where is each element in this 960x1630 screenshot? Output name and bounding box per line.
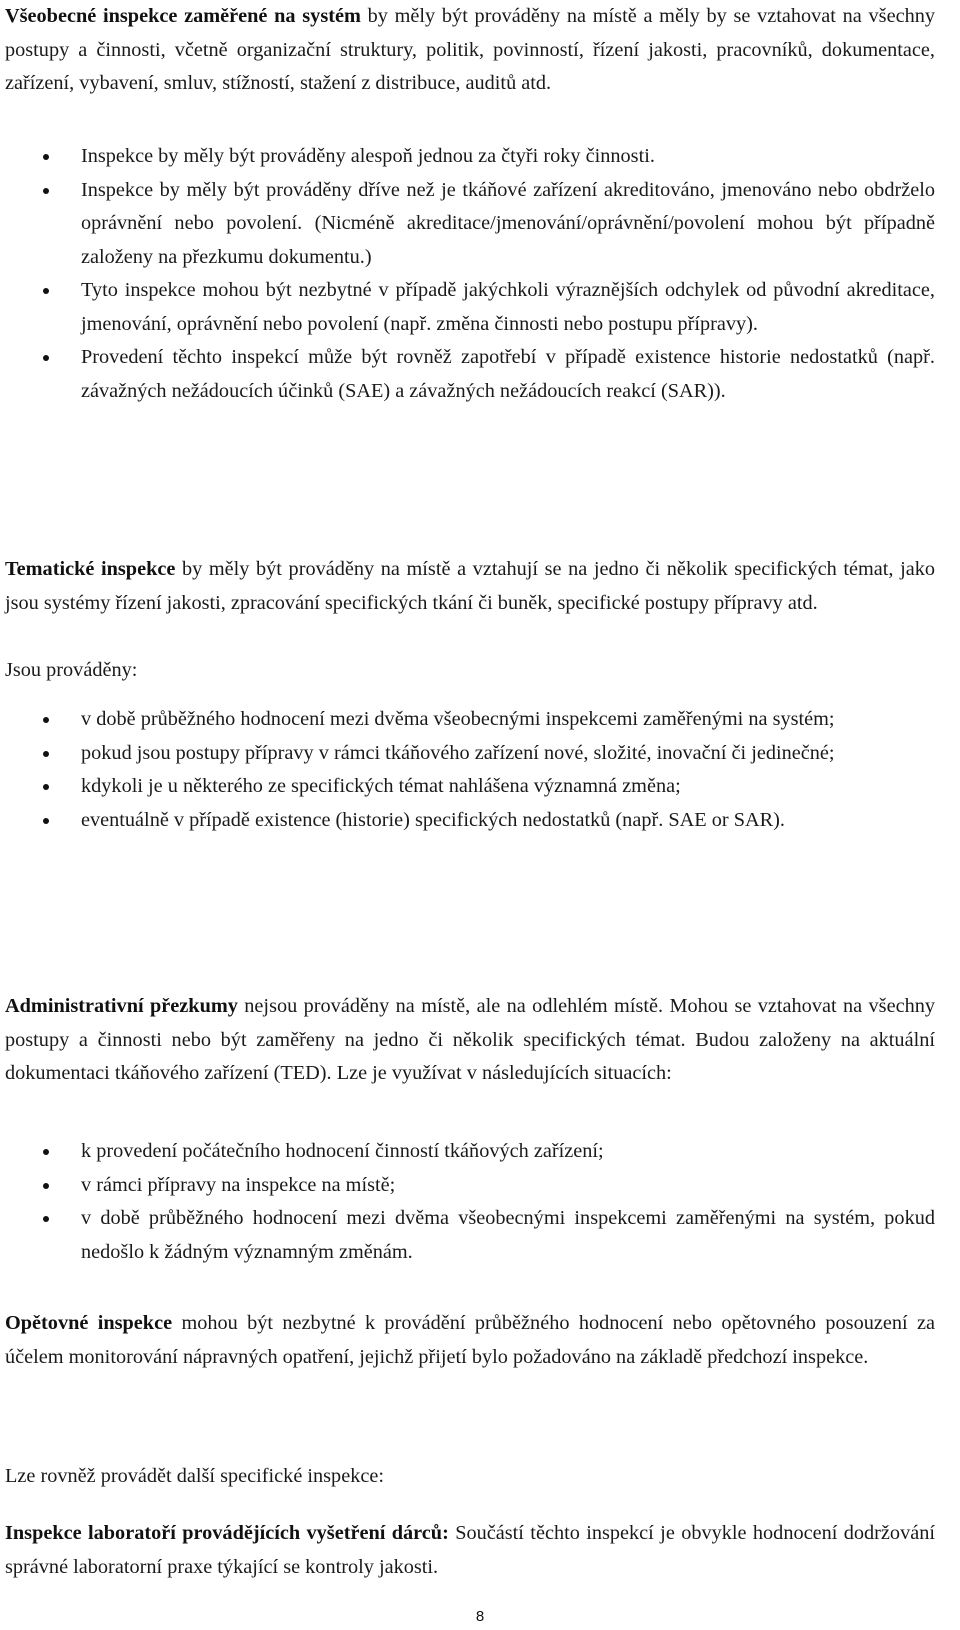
other-heading: Inspekce laboratoří provádějících vyšetření dárců: — [5, 1522, 449, 1544]
repeat-text: mohou být nezbytné k provádění průběžného hodnocení nebo opětovného posouzení za účelem monitorování nápravných opatření, jejichž přijetí bylo požadováno na základě předchozí inspekce. — [5, 1312, 935, 1368]
bullet-icon — [43, 154, 49, 160]
list-item: v rámci přípravy na inspekce na místě; — [5, 1169, 935, 1203]
thematic-text: by měly být prováděny na místě a vztahují se na jedno či několik specifických témat, jako jsou systémy řízení jakosti, zpracování specifických tkání či buněk, specifické postupy přípravy atd. — [5, 558, 935, 614]
thematic-bullet-list — [5, 703, 935, 837]
thematic-heading: Tematické inspekce — [5, 558, 176, 580]
admin-paragraph — [5, 990, 935, 1091]
thematic-paragraph — [5, 553, 935, 620]
repeat-heading: Opětovné inspekce — [5, 1312, 173, 1334]
bullet-icon — [43, 1216, 49, 1222]
bullet-icon — [43, 355, 49, 361]
list-item: pokud jsou postupy přípravy v rámci tkáňového zařízení nové, složité, inovační či jedinečné; — [5, 737, 935, 771]
bullet-icon — [43, 188, 49, 194]
list-item: eventuálně v případě existence (historie) specifických nedostatků (např. SAE or SAR). — [5, 804, 935, 838]
admin-text: nejsou prováděny na místě, ale na odlehlém místě. Mohou se vztahovat na všechny postupy a činnosti nebo být zaměřeny na jedno či několik specifických témat. Budou založeny na aktuální dokumentaci tkáňového zařízení (TED). Lze je využívat v následujících situacích: — [5, 995, 935, 1084]
bullet-icon — [43, 818, 49, 824]
admin-bullet-list — [5, 1135, 935, 1269]
list-item: Provedení těchto inspekcí může být rovněž zapotřebí v případě existence historie nedostatků (např. závažných nežádoucích účinků (SAE) a závažných nežádoucích reakcí (SAR)). — [5, 341, 935, 408]
bullet-icon — [43, 1149, 49, 1155]
other-intro: Lze rovněž provádět další specifické inspekce: — [5, 1465, 384, 1487]
other-text: Součástí těchto inspekcí je obvykle hodnocení dodržování správné laboratorní praxe týkající se kontroly jakosti. — [5, 1522, 935, 1578]
repeat-paragraph — [5, 1307, 935, 1374]
other-paragraph — [5, 1517, 935, 1584]
bullet-icon — [43, 1183, 49, 1189]
general-paragraph — [5, 0, 935, 101]
list-item: Inspekce by měly být prováděny dříve než je tkáňové zařízení akreditováno, jmenováno nebo obdrželo oprávnění nebo povolení. (Nicméně akreditace/jmenování/oprávnění/povolení mohou být případně založeny na přezkumu dokumentu.) — [5, 174, 935, 275]
section-general-inspections — [5, 0, 935, 101]
general-text: by měly být prováděny na místě a měly by se vztahovat na všechny postupy a činnosti, včetně organizační struktury, politik, povinností, řízení jakosti, pracovníků, dokumentace, zařízení, vybavení, smluv, stížností, stažení z distribuce, auditů atd. — [5, 5, 936, 94]
list-item: v době průběžného hodnocení mezi dvěma všeobecnými inspekcemi zaměřenými na systém; — [5, 703, 935, 737]
general-bullet-list — [5, 140, 935, 408]
list-item: kdykoli je u některého ze specifických témat nahlášena významná změna; — [5, 770, 935, 804]
bullet-icon — [43, 717, 49, 723]
list-item: Tyto inspekce mohou být nezbytné v případě jakýchkoli výraznějších odchylek od původní akreditace, jmenování, oprávnění nebo povolení (např. změna činnosti nebo postupu přípravy). — [5, 274, 935, 341]
bullet-icon — [43, 751, 49, 757]
list-item: Inspekce by měly být prováděny alespoň jednou za čtyři roky činnosti. — [5, 140, 935, 174]
bullet-icon — [43, 288, 49, 294]
list-item: k provedení počátečního hodnocení činností tkáňových zařízení; — [5, 1135, 935, 1169]
bullet-icon — [43, 784, 49, 790]
list-item: v době průběžného hodnocení mezi dvěma všeobecnými inspekcemi zaměřenými na systém, pokud nedošlo k žádným významným změnám. — [5, 1202, 935, 1269]
admin-heading: Administrativní přezkumy — [5, 995, 238, 1017]
page-number: 8 — [475, 1608, 485, 1625]
thematic-intro: Jsou prováděny: — [5, 659, 138, 681]
general-heading: Všeobecné inspekce zaměřené na systém — [5, 5, 361, 27]
